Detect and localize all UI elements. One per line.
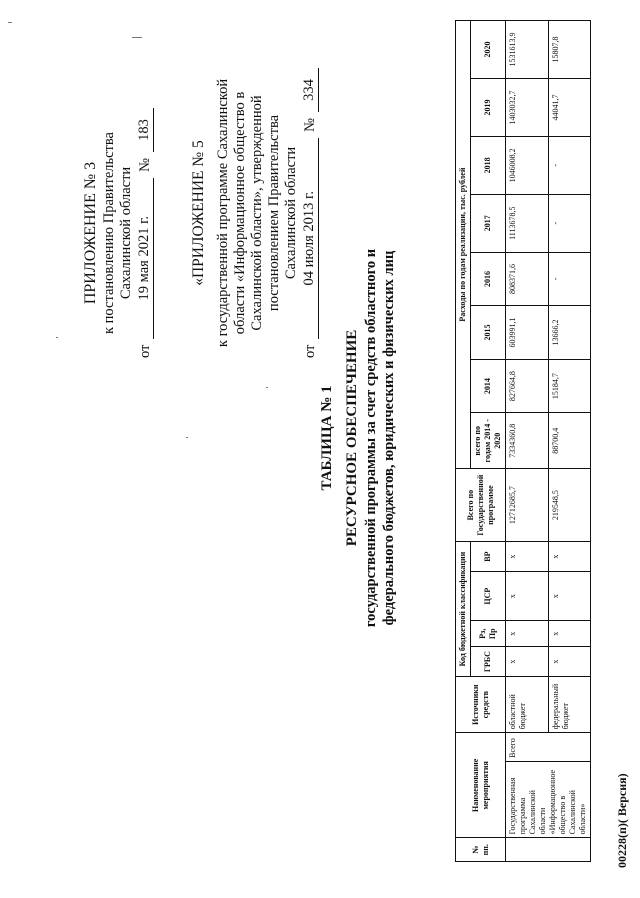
scan-speck (8, 22, 12, 23)
col-year-header: 2014 (471, 359, 506, 413)
appendix-3-title: ПРИЛОЖЕНИЕ № 3 (82, 161, 99, 305)
appendix-5-line: области «Информационное общество в (232, 91, 248, 335)
program-total-label: Всего (506, 733, 591, 762)
number-label: № (137, 158, 153, 172)
col-year-header: 2016 (471, 252, 506, 306)
appendix-3-line: Сахалинской области (118, 166, 134, 300)
appendix-5-line: Сахалинской области (283, 146, 299, 280)
year-value-cell: - (548, 194, 591, 252)
year-value-cell: - (548, 252, 591, 306)
col-grbs-header: ГРБС (471, 647, 506, 677)
total-state-cell: 12712685,7 (506, 469, 549, 542)
from-label: от (137, 344, 153, 358)
year-value-cell: 1403032,7 (506, 79, 549, 137)
table-title: ТАБЛИЦА № 1 (319, 385, 335, 491)
code-cell: x (548, 647, 591, 677)
col-name-header: Наименование мероприятия (456, 733, 506, 838)
col-total-state-header: Всего по Государственной программе (456, 469, 506, 542)
appendix-3-line: к постановлению Правительства (101, 132, 117, 334)
source-cell: областной бюджет (506, 677, 549, 733)
col-expense-group-header: Расходы по годам реализации, тыс. рублей (456, 21, 471, 469)
appendix-3-number: 183 (136, 108, 154, 152)
appendix-3-block (82, 108, 154, 358)
year-value-cell: 1113678,5 (506, 194, 549, 252)
code-cell: x (548, 572, 591, 621)
appendix-5-date-line (301, 68, 319, 358)
year-value-cell: 808371,6 (506, 252, 549, 306)
code-cell: x (548, 621, 591, 647)
number-label: № (302, 118, 318, 132)
resource-table (455, 20, 591, 862)
col-num-header: № пп. (456, 838, 506, 862)
appendix-5-line: к государственной программе Сахалинской (215, 78, 231, 348)
col-code-group-header: Код бюджетной классификации (456, 542, 471, 677)
document-version-code: 00228(п)( Версия) (615, 773, 629, 868)
heading-line-3: федерального бюджетов, юридических и физических лиц (381, 250, 397, 626)
year-value-cell: 603991,1 (506, 306, 549, 360)
appendix-5-line: постановлением Правительства (266, 114, 282, 312)
program-num-cell (506, 838, 591, 862)
col-source-header: Источники средств (456, 677, 506, 733)
col-rzpr-header: Рз, Пр (471, 621, 506, 647)
col-year-header: 2020 (471, 21, 506, 79)
appendix-3-date: 19 мая 2021 г. (136, 178, 154, 339)
col-year-header: 2019 (471, 79, 506, 137)
appendix-5-date: 04 июля 2013 г. (301, 138, 319, 339)
total-years-cell: 88700,4 (548, 413, 591, 469)
year-value-cell: 827664,8 (506, 359, 549, 413)
code-cell: x (506, 647, 549, 677)
code-cell: x (506, 542, 549, 572)
col-year-header: 2015 (471, 306, 506, 360)
appendix-5-title: «ПРИЛОЖЕНИЕ № 5 (190, 140, 207, 286)
from-label: от (302, 344, 318, 358)
scan-speck (56, 337, 58, 338)
appendix-5-line: Сахалинской области», утвержденной (249, 95, 265, 331)
document-heading (318, 188, 398, 688)
table-header-row (456, 21, 471, 862)
year-value-cell: 1046008,2 (506, 136, 549, 194)
scan-speck (132, 37, 142, 38)
col-year-header: 2018 (471, 136, 506, 194)
total-years-cell: 7334360,8 (506, 413, 549, 469)
scan-speck (266, 387, 268, 388)
year-value-cell: 13666,2 (548, 306, 591, 360)
code-cell: x (548, 542, 591, 572)
heading-line-1: РЕСУРСНОЕ ОБЕСПЕЧЕНИЕ (344, 329, 360, 547)
table-row (506, 21, 549, 862)
year-value-cell: - (548, 136, 591, 194)
appendix-3-date-line (136, 108, 154, 358)
source-cell: федеральный бюджет (548, 677, 591, 733)
col-year-header: 2017 (471, 194, 506, 252)
col-vr-header: ВР (471, 542, 506, 572)
scan-speck (186, 437, 188, 438)
appendix-5-block (190, 68, 319, 358)
appendix-5-number: 334 (301, 68, 319, 112)
col-total-years-header: всего по годам 2014 - 2020 (471, 413, 506, 469)
code-cell: x (506, 572, 549, 621)
code-cell: x (506, 621, 549, 647)
year-value-cell: 1531613,9 (506, 21, 549, 79)
year-value-cell: 15184,7 (548, 359, 591, 413)
program-name-cell: Государственная программа Сахалинской области «Информационное общество в Сахалинской области» (506, 761, 591, 838)
total-state-cell: 219548,5 (548, 469, 591, 542)
col-csr-header: ЦСР (471, 572, 506, 621)
year-value-cell: 15807,8 (548, 21, 591, 79)
heading-line-2: государственной программы за счет средств областного и (363, 248, 379, 628)
year-value-cell: 44041,7 (548, 79, 591, 137)
